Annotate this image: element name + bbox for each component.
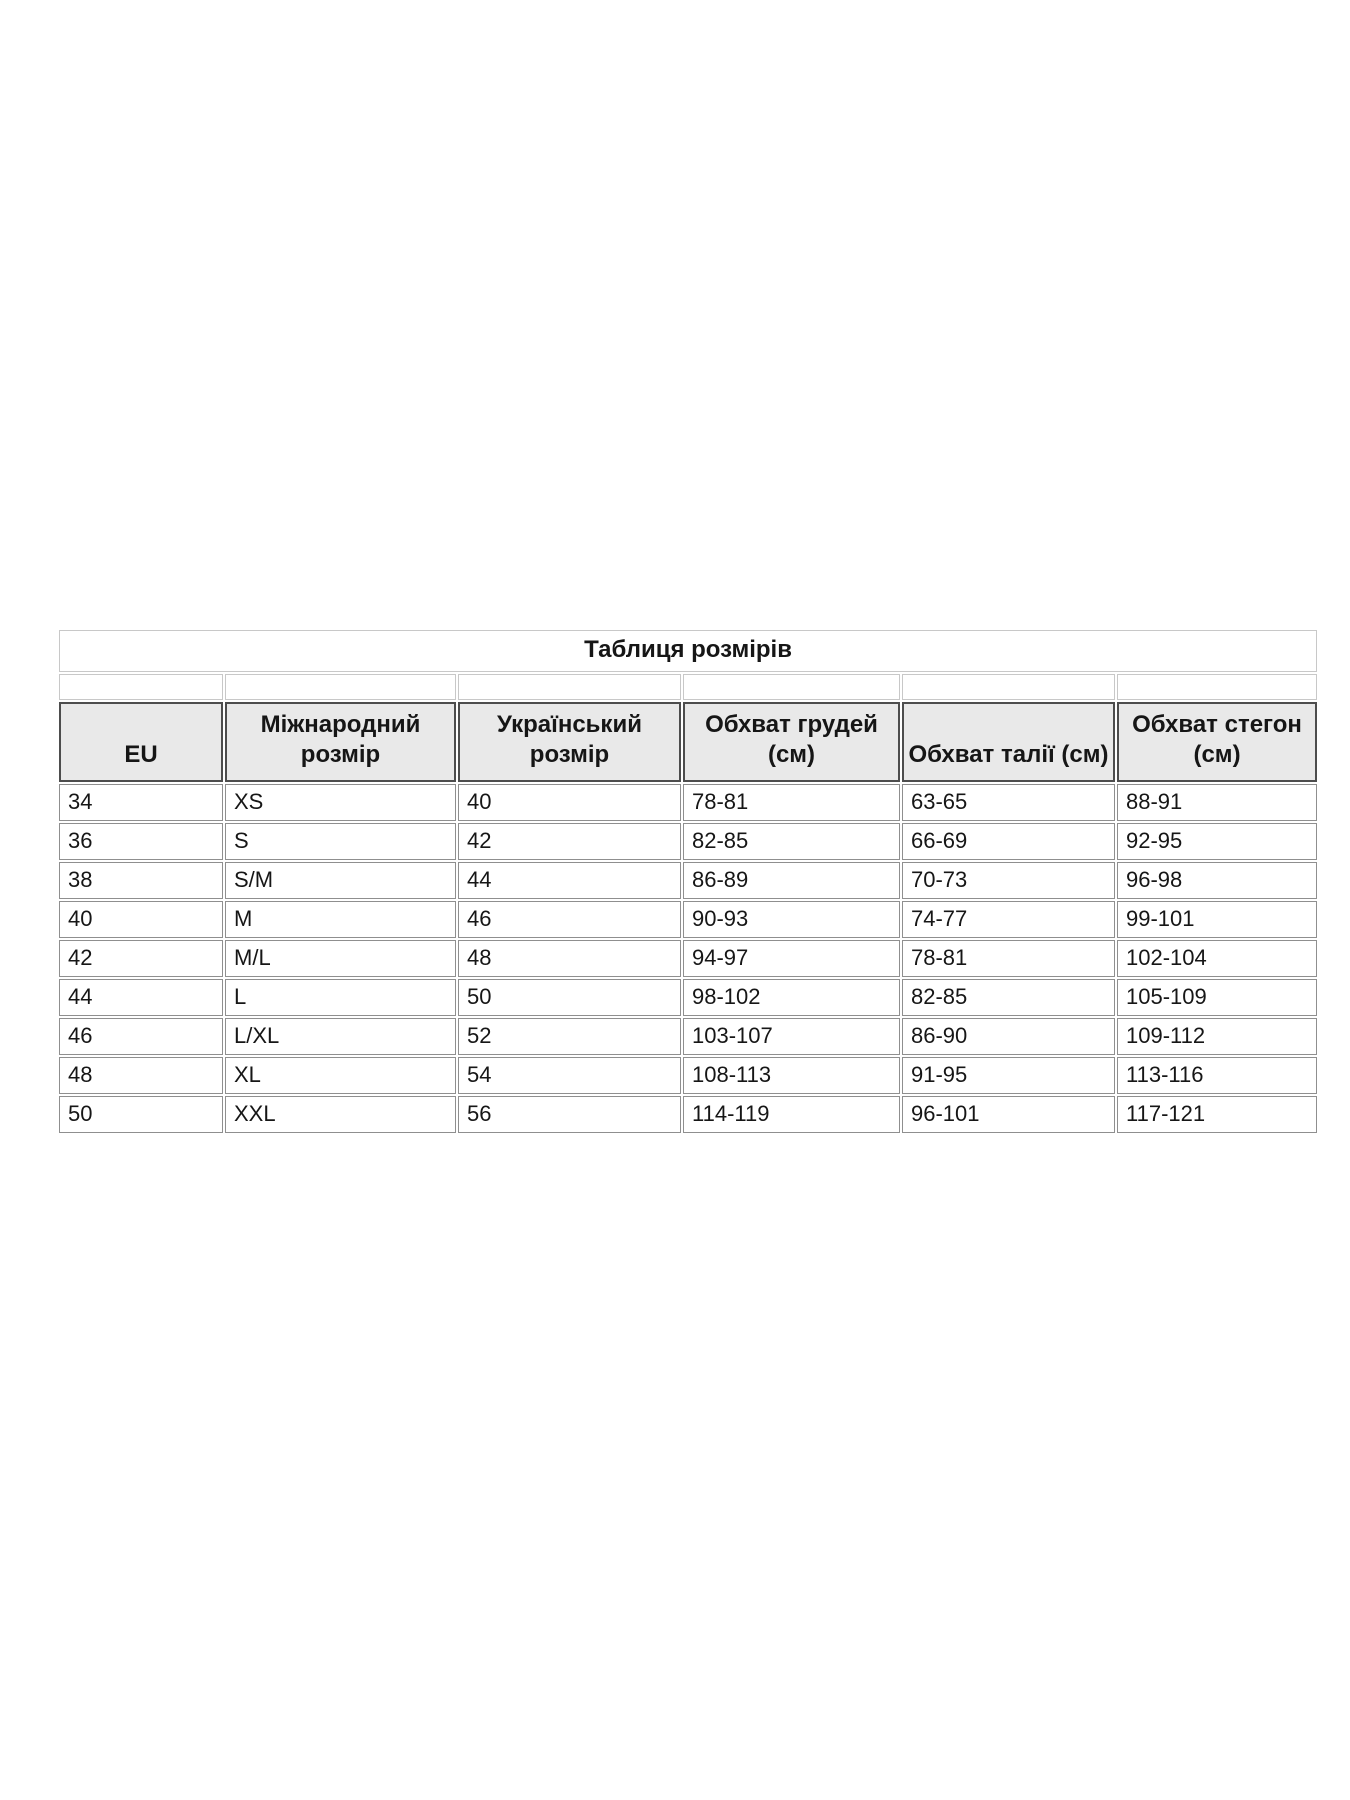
spacer-row xyxy=(59,674,1317,700)
table-cell: 66-69 xyxy=(902,823,1115,860)
table-cell: XXL xyxy=(225,1096,456,1133)
table-cell: 40 xyxy=(458,784,681,821)
table-row xyxy=(59,1057,1317,1094)
table-cell: M/L xyxy=(225,940,456,977)
table-cell: 88-91 xyxy=(1117,784,1317,821)
table-cell: L/XL xyxy=(225,1018,456,1055)
table-cell: 78-81 xyxy=(683,784,900,821)
spacer-cell xyxy=(1117,674,1317,700)
column-header-chest: Обхват грудей (см) xyxy=(683,702,900,782)
table-cell: 117-121 xyxy=(1117,1096,1317,1133)
table-cell: 36 xyxy=(59,823,223,860)
table-cell: 108-113 xyxy=(683,1057,900,1094)
table-cell: 34 xyxy=(59,784,223,821)
column-header-international-size: Міжнародний розмір xyxy=(225,702,456,782)
table-cell: 44 xyxy=(458,862,681,899)
spacer-cell xyxy=(59,674,223,700)
spacer-cell xyxy=(458,674,681,700)
table-cell: XL xyxy=(225,1057,456,1094)
table-cell: 94-97 xyxy=(683,940,900,977)
table-cell: 105-109 xyxy=(1117,979,1317,1016)
table-row xyxy=(59,979,1317,1016)
table-row xyxy=(59,823,1317,860)
spacer-cell xyxy=(225,674,456,700)
table-row xyxy=(59,862,1317,899)
table-cell: 52 xyxy=(458,1018,681,1055)
table-cell: 42 xyxy=(458,823,681,860)
table-cell: 86-89 xyxy=(683,862,900,899)
table-row xyxy=(59,1018,1317,1055)
table-cell: 46 xyxy=(458,901,681,938)
table-cell: 70-73 xyxy=(902,862,1115,899)
table-cell: 63-65 xyxy=(902,784,1115,821)
table-cell: 103-107 xyxy=(683,1018,900,1055)
table-row xyxy=(59,784,1317,821)
table-cell: 38 xyxy=(59,862,223,899)
table-cell: 86-90 xyxy=(902,1018,1115,1055)
table-row xyxy=(59,1096,1317,1133)
size-table xyxy=(57,628,1319,1135)
table-cell: 114-119 xyxy=(683,1096,900,1133)
size-chart xyxy=(57,628,1305,1135)
spacer-cell xyxy=(902,674,1115,700)
table-cell: 98-102 xyxy=(683,979,900,1016)
table-cell: 92-95 xyxy=(1117,823,1317,860)
table-cell: 56 xyxy=(458,1096,681,1133)
table-cell: 48 xyxy=(458,940,681,977)
table-cell: L xyxy=(225,979,456,1016)
table-cell: 42 xyxy=(59,940,223,977)
table-cell: S/M xyxy=(225,862,456,899)
column-header-waist: Обхват талії (см) xyxy=(902,702,1115,782)
table-cell: 40 xyxy=(59,901,223,938)
table-cell: 82-85 xyxy=(683,823,900,860)
column-header-hips: Обхват стегон (см) xyxy=(1117,702,1317,782)
table-cell: 113-116 xyxy=(1117,1057,1317,1094)
table-cell: 74-77 xyxy=(902,901,1115,938)
table-cell: XS xyxy=(225,784,456,821)
table-cell: 82-85 xyxy=(902,979,1115,1016)
table-cell: 99-101 xyxy=(1117,901,1317,938)
table-row xyxy=(59,901,1317,938)
column-header-ukrainian-size: Український розмір xyxy=(458,702,681,782)
table-cell: 96-101 xyxy=(902,1096,1115,1133)
table-row xyxy=(59,940,1317,977)
table-cell: 46 xyxy=(59,1018,223,1055)
table-cell: 90-93 xyxy=(683,901,900,938)
title-row xyxy=(59,630,1317,672)
table-cell: 50 xyxy=(59,1096,223,1133)
table-cell: S xyxy=(225,823,456,860)
table-cell: 102-104 xyxy=(1117,940,1317,977)
header-row xyxy=(59,702,1317,782)
column-header-eu: EU xyxy=(59,702,223,782)
table-cell: 48 xyxy=(59,1057,223,1094)
table-cell: 50 xyxy=(458,979,681,1016)
table-cell: 78-81 xyxy=(902,940,1115,977)
spacer-cell xyxy=(683,674,900,700)
table-cell: 54 xyxy=(458,1057,681,1094)
size-table-body xyxy=(59,784,1317,1133)
table-cell: M xyxy=(225,901,456,938)
table-title: Таблиця розмірів xyxy=(59,630,1317,672)
table-cell: 91-95 xyxy=(902,1057,1115,1094)
table-cell: 96-98 xyxy=(1117,862,1317,899)
table-cell: 44 xyxy=(59,979,223,1016)
table-cell: 109-112 xyxy=(1117,1018,1317,1055)
